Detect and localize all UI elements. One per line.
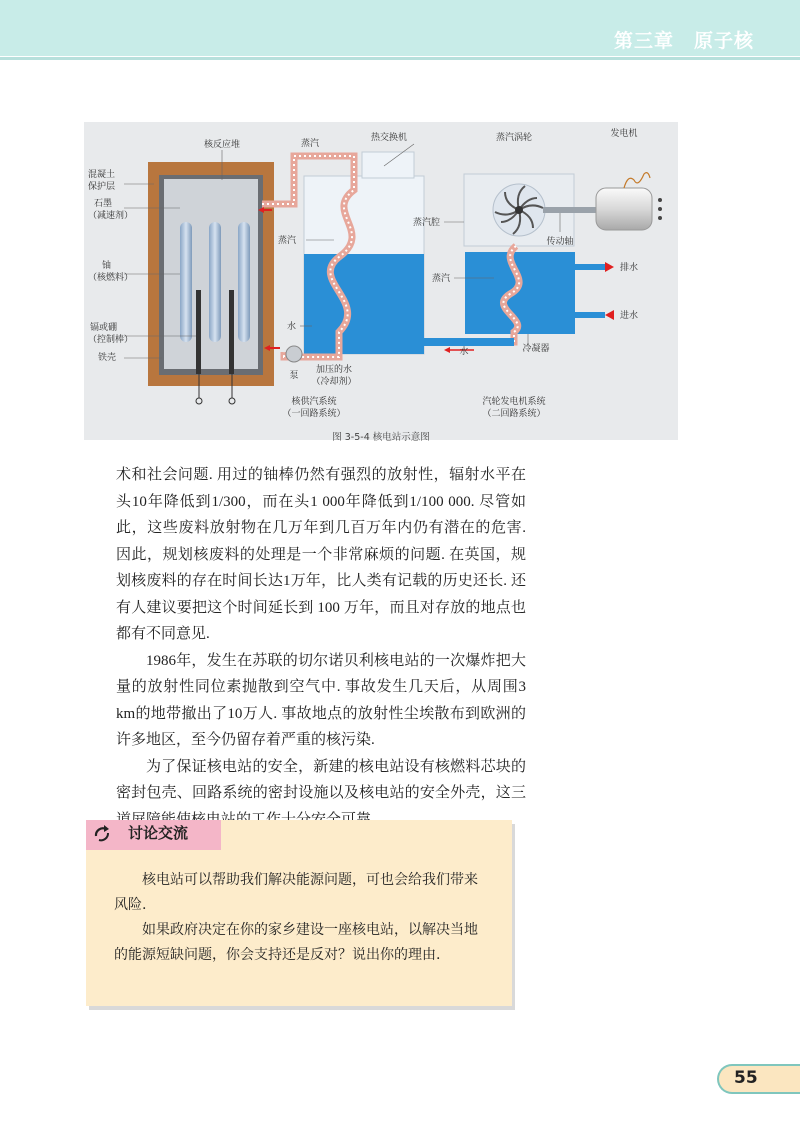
drive-shaft — [543, 207, 599, 213]
body-text — [116, 462, 526, 833]
discussion-title: 讨论交流 — [128, 824, 189, 842]
chapter-heading — [594, 26, 754, 53]
inlet-pipe — [575, 312, 605, 318]
label-condenser: 冷凝器 — [522, 344, 550, 354]
heat-exchanger-top — [362, 152, 414, 178]
uranium-rod — [209, 222, 221, 342]
body-paragraph: 为了保证核电站的安全，新建的核电站设有核燃料芯块的密封包壳、回路系统的密封设施以及核电站的安全外壳，这三 — [116, 758, 526, 801]
label-concrete: 保护层 — [88, 182, 116, 192]
chapter-number: 第三章 — [613, 30, 674, 52]
control-rod-handle — [229, 398, 235, 404]
label-steam-right: 蒸汽 — [431, 274, 450, 284]
uranium-rod — [238, 222, 250, 342]
control-rod — [229, 290, 234, 374]
heat-exchanger-water — [304, 254, 424, 354]
label-primary-system: 核供汽系统 — [291, 397, 337, 407]
control-rod — [196, 290, 201, 374]
label-drive-shaft: 传动轴 — [546, 237, 574, 247]
label-pressurized-water: （冷却剂） — [311, 377, 357, 387]
label-concrete: 混凝土 — [88, 170, 116, 180]
label-reactor: 核反应堆 — [203, 140, 241, 150]
label-steam-top: 蒸汽 — [300, 139, 320, 149]
label-pressurized-water: 加压的水 — [315, 365, 353, 375]
discussion-text — [114, 868, 490, 968]
label-turbine: 蒸汽涡轮 — [495, 133, 533, 143]
label-steam-left: 蒸汽 — [277, 236, 296, 246]
generator-body — [596, 188, 652, 230]
label-control-rod: （控制棒） — [88, 335, 134, 345]
discussion-paragraph: 如果政府决定在你的家乡建设一座核电站，以解决当地的能源短缺问题，你会支持还是反对？说出你的理由. — [114, 922, 478, 963]
nuclear-plant-diagram — [84, 122, 678, 440]
label-primary-system: （一回路系统） — [282, 409, 346, 419]
page-number-badge — [717, 1064, 800, 1094]
label-control-rod: 镉或硼 — [90, 323, 118, 333]
discussion-paragraph: 核电站可以帮助我们解决能源问题，可也会给我们带来风险. — [114, 872, 478, 913]
inlet-arrow — [605, 310, 614, 320]
discussion-arrows-icon — [92, 824, 112, 844]
return-water-pipe — [424, 338, 514, 346]
generator-coil — [624, 173, 650, 188]
label-steam-chamber: 蒸汽腔 — [412, 218, 440, 228]
return-arrow-head — [444, 347, 450, 353]
label-inlet: 进水 — [620, 311, 639, 321]
drain-pipe — [575, 264, 605, 270]
body-paragraph: 术和社会问题. 用过的铀棒仍然有强烈的放射性，辐射水平在头10年降低到1/300，而在头1 000年降低到1/100 000. 尽管如此，这些废料放射物在几万年到几百万年内仍有潜在的危害. 因此，规划核废料的处理是一个非常麻烦的问题. 在英国，规划核废料的存在时间长达1万年，比人类有记载的历史还长. 还有人建议要把这个时间延长到 100 万年，而且对存放的地点也都有不同意见. — [116, 467, 526, 642]
label-graphite: 石墨 — [94, 199, 113, 209]
label-uranium: 铀 — [102, 261, 112, 271]
label-shell: 铁壳 — [98, 353, 117, 363]
uranium-rod — [180, 222, 192, 342]
label-water-return: 水 — [459, 347, 469, 357]
label-secondary-system: 汽轮发电机系统 — [482, 397, 546, 407]
label-pump: 泵 — [289, 371, 299, 381]
turbine-hub — [515, 206, 523, 214]
body-paragraph: 1986年，发生在苏联的切尔诺贝利核电站的一次爆炸把大量的放射性同位素抛散到空气中. 事故发生几天后，从周围3 km的地带撤出了10万人. 事故地点的放射性尘埃散布到欧洲的许多地区，至今仍留存着严重的核污染. — [116, 652, 526, 748]
drain-arrow — [605, 262, 614, 272]
label-drain: 排水 — [620, 263, 639, 273]
diagram-svg — [84, 122, 678, 440]
header-rule — [0, 57, 800, 60]
figure-caption: 图 3-5-4 核电站示意图 — [332, 432, 430, 443]
label-water-left: 水 — [286, 322, 296, 332]
control-rod-handle — [196, 398, 202, 404]
page-number: 55 — [734, 1068, 758, 1088]
label-generator: 发电机 — [610, 129, 638, 139]
label-heat-exchanger: 热交换机 — [370, 133, 408, 143]
label-uranium: （核燃料） — [88, 273, 134, 283]
label-graphite: （减速剂） — [88, 211, 134, 221]
pump-body — [286, 346, 302, 362]
chapter-title: 原子核 — [693, 30, 754, 52]
label-secondary-system: （二回路系统） — [482, 409, 546, 419]
